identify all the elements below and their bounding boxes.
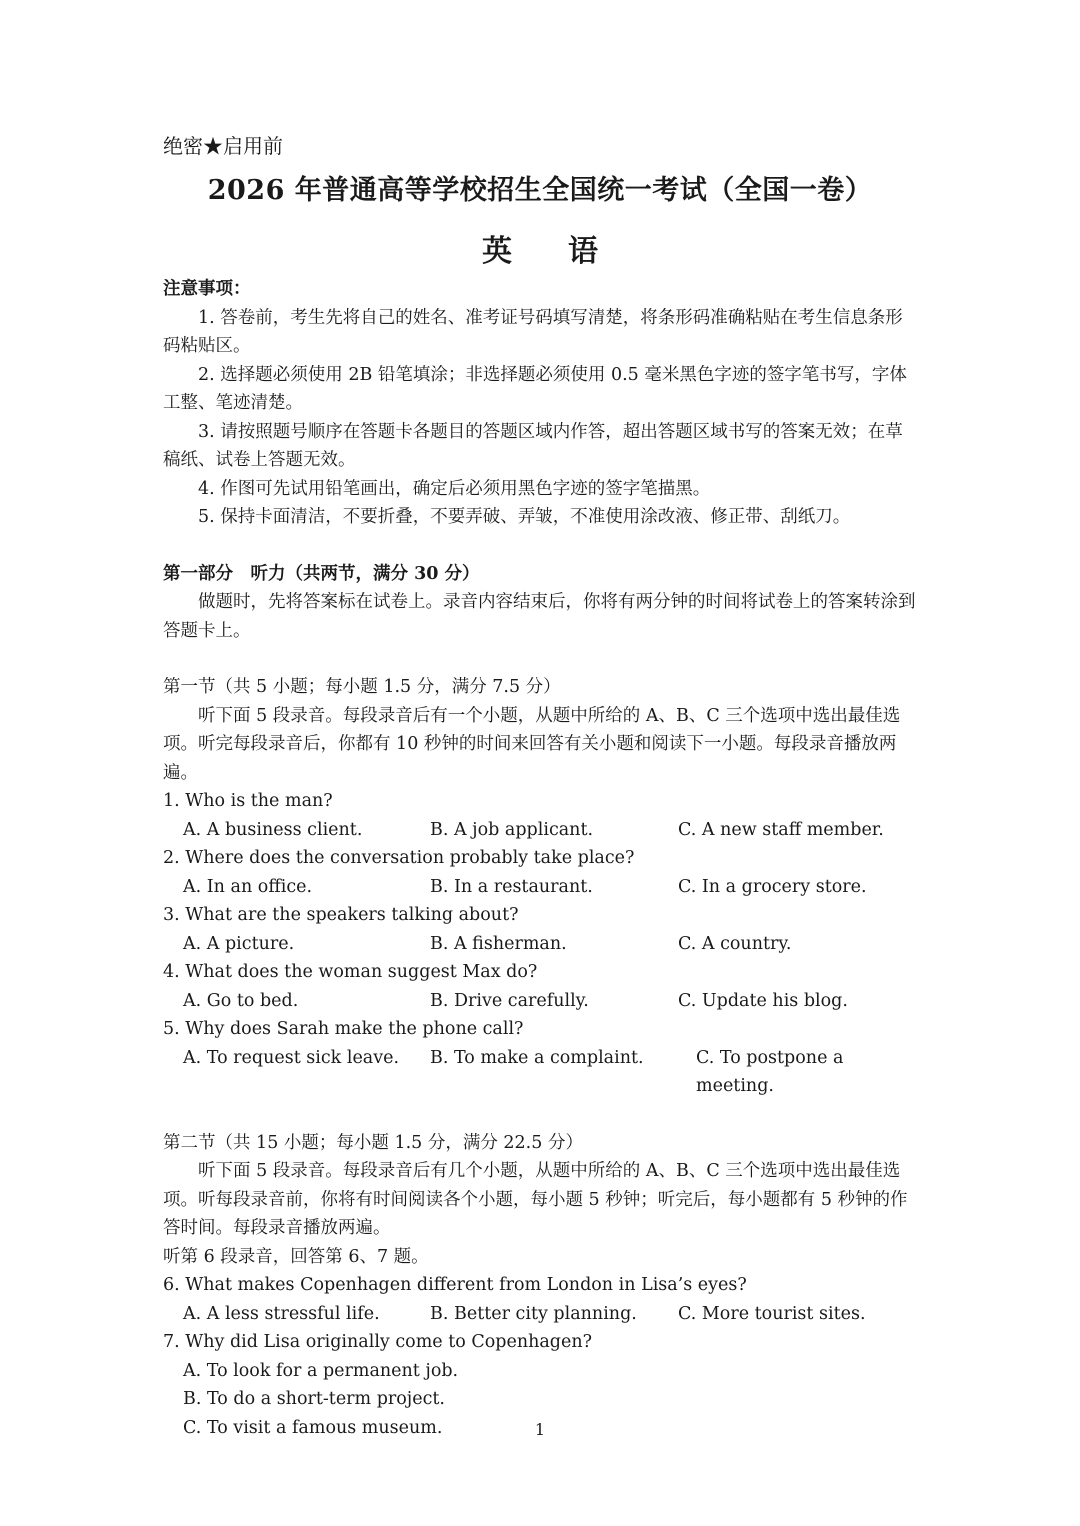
option-b: B. To do a short-term project.	[183, 1389, 445, 1409]
option-c: C. To visit a famous museum.	[183, 1417, 443, 1438]
part1-intro: 做题时，先将答案标在试卷上。录音内容结束后，你将有两分钟的时间将试卷上的答案转涂到答题卡上。	[163, 592, 916, 641]
question-4: 4. What does the woman suggest Max do?	[163, 962, 538, 982]
notice-item: 1. 答卷前，考生先将自己的姓名、准考证号码填写清楚，将条形码准确粘贴在考生信息条形码粘贴区。	[163, 307, 903, 356]
option-b: B. To make a complaint.	[430, 1047, 644, 1068]
section2-intro: 听下面 5 段录音。每段录音后有几个小题，从题中所给的 A、B、C 三个选项中选出最佳选项。听每段录音前，你将有时间阅读各个小题，每小题 5 秒钟；听完后，每小题都有 5 秒钟的作答时间。每段录音播放两遍。	[163, 1161, 908, 1238]
notice-item: 5. 保持卡面清洁，不要折叠，不要弄破、弄皱，不准使用涂改液、修正带、刮纸刀。	[198, 507, 851, 527]
option-c: C. More tourist sites.	[678, 1303, 866, 1324]
exam-content	[163, 275, 920, 1442]
option-a: A. A business client.	[183, 819, 363, 840]
question-1: 1. Who is the man?	[163, 791, 333, 811]
question-6: 6. What makes Copenhagen different from London in Lisa’s eyes?	[163, 1275, 747, 1295]
notice-item: 4. 作图可先试用铅笔画出，确定后必须用黑色字迹的签字笔描黑。	[198, 478, 711, 499]
question-7: 7. Why did Lisa originally come to Copenhagen?	[163, 1332, 593, 1352]
subject-title: 英语	[482, 234, 654, 269]
notice-heading: 注意事项：	[163, 279, 251, 299]
option-b: B. A job applicant.	[430, 819, 594, 840]
options-5	[163, 1044, 920, 1101]
option-b: B. In a restaurant.	[430, 876, 593, 897]
option-a: A. A less stressful life.	[183, 1303, 380, 1324]
options-6	[163, 1300, 920, 1329]
option-a: A. To look for a permanent job.	[183, 1360, 459, 1381]
options-4	[163, 987, 920, 1016]
option-c: C. A country.	[678, 933, 792, 954]
part1-heading: 第一部分 听力（共两节，满分 30 分）	[163, 563, 480, 584]
section2-sub: 听第 6 段录音，回答第 6、7 题。	[163, 1246, 429, 1267]
option-a: A. A picture.	[183, 933, 295, 954]
section1-intro: 听下面 5 段录音。每段录音后有一个小题，从题中所给的 A、B、C 三个选项中选出最佳选项。听完每段录音后，你都有 10 秒钟的时间来回答有关小题和阅读下一小题。每段录音播放两遍。	[163, 705, 901, 783]
page-number: 1	[534, 1420, 546, 1439]
question-5: 5. Why does Sarah make the phone call?	[163, 1019, 524, 1039]
options-2	[163, 873, 920, 902]
section1-heading: 第一节（共 5 小题；每小题 1.5 分，满分 7.5 分）	[163, 677, 561, 697]
option-b: B. Better city planning.	[430, 1303, 637, 1324]
option-b: B. Drive carefully.	[430, 990, 589, 1011]
option-a: A. In an office.	[183, 876, 313, 897]
options-1	[163, 816, 920, 845]
option-c: C. To postpone a meeting.	[696, 1047, 844, 1096]
section2-heading: 第二节（共 15 小题；每小题 1.5 分，满分 22.5 分）	[163, 1132, 583, 1153]
question-2: 2. Where does the conversation probably take place?	[163, 848, 635, 868]
options-3	[163, 930, 920, 959]
confidential-label: 绝密★启用前	[163, 134, 283, 158]
notice-item: 3. 请按照题号顺序在答题卡各题目的答题区域内作答，超出答题区域书写的答案无效；在草稿纸、试卷上答题无效。	[163, 421, 903, 470]
option-a: A. To request sick leave.	[183, 1047, 400, 1068]
notice-item: 2. 选择题必须使用 2B 铅笔填涂；非选择题必须使用 0.5 毫米黑色字迹的签字笔书写，字体工整、笔迹清楚。	[163, 364, 907, 413]
option-c: C. A new staff member.	[678, 819, 884, 840]
option-a: A. Go to bed.	[183, 990, 299, 1011]
option-c: C. Update his blog.	[678, 990, 848, 1011]
question-3: 3. What are the speakers talking about?	[163, 905, 519, 925]
option-c: C. In a grocery store.	[678, 876, 867, 897]
exam-title: 2026 年普通高等学校招生全国统一考试（全国一卷）	[207, 175, 873, 206]
option-b: B. A fisherman.	[430, 933, 567, 954]
